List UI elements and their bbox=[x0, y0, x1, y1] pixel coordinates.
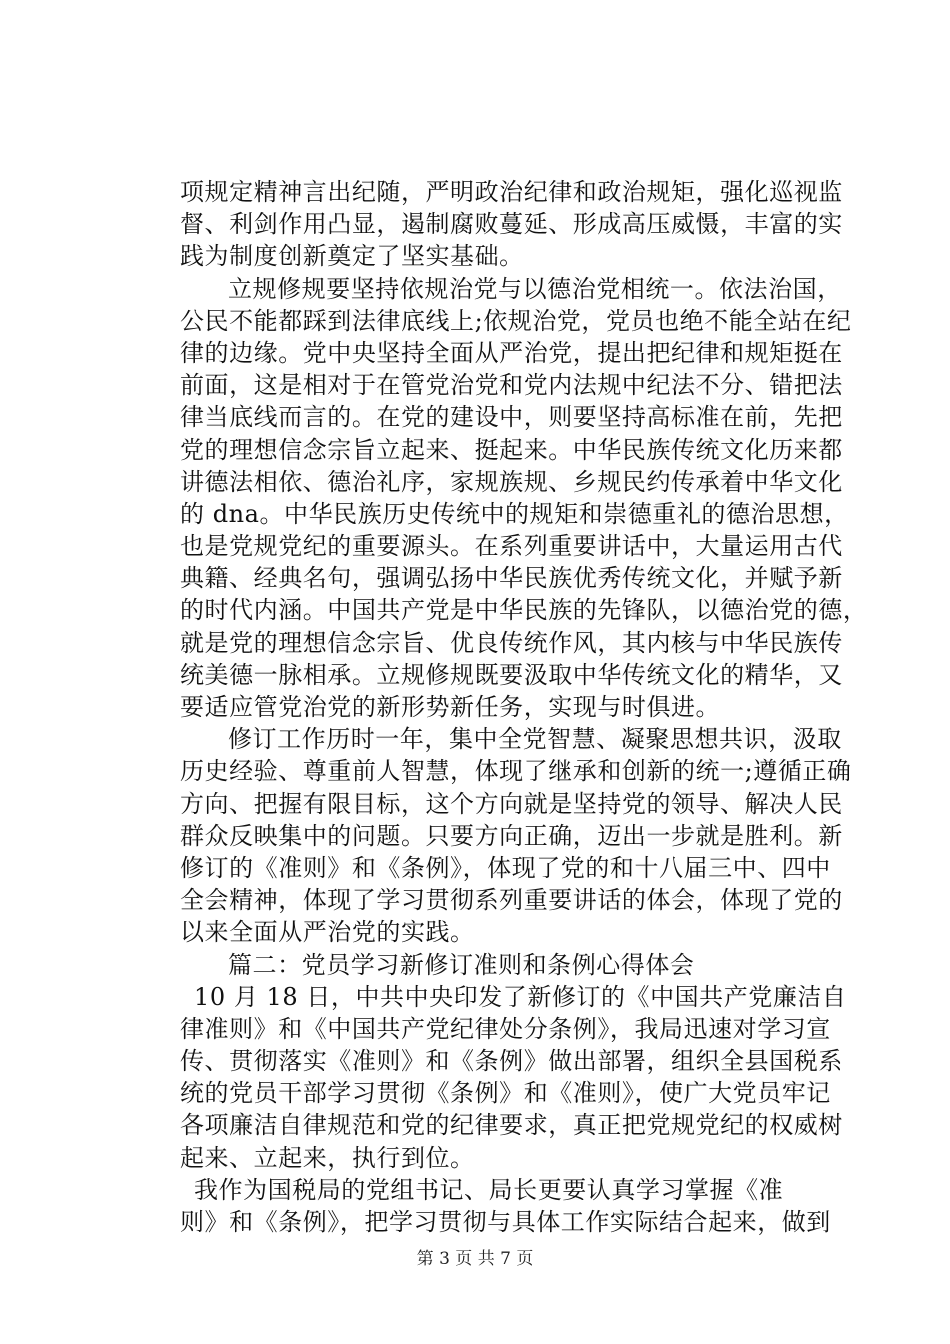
text-line: 典籍、经典名句，强调弘扬中华民族优秀传统文化，并赋予新 bbox=[180, 564, 843, 593]
text-line: 律准则》和《中国共产党纪律处分条例》，我局迅速对学习宣 bbox=[180, 1014, 831, 1043]
text-line: 以来全面从严治党的实践。 bbox=[180, 918, 475, 947]
text-line: 项规定精神言出纪随，严明政治纪律和政治规矩，强化巡视监 bbox=[180, 178, 843, 206]
text-line: 修订的《准则》和《条例》，体现了党的和十八届三中、四中 bbox=[180, 853, 831, 882]
text-line: 前面，这是相对于在管党治党和党内法规中纪法不分、错把法 bbox=[180, 371, 843, 400]
text-line: 全会精神，体现了学习贯彻系列重要讲话的体会，体现了党的 bbox=[180, 886, 843, 915]
text-line: 起来、立起来，执行到位。 bbox=[180, 1143, 475, 1172]
text-line: 就是党的理想信念宗旨、优良传统作风，其内核与中华民族传 bbox=[180, 628, 843, 657]
text-line: 10 月 18 日，中共中央印发了新修订的《中国共产党廉洁自 bbox=[194, 982, 847, 1011]
text-line: 的 dna。中华民族历史传统中的规矩和崇德重礼的德治思想， bbox=[180, 499, 849, 528]
text-line: 律当底线而言的。在党的建设中，则要坚持高标准在前，先把 bbox=[180, 403, 843, 432]
text-line: 党的理想信念宗旨立起来、挺起来。中华民族传统文化历来都 bbox=[180, 435, 843, 464]
text-line: 历史经验、尊重前人智慧，体现了继承和创新的统一;遵循正确 bbox=[180, 757, 852, 786]
text-line: 公民不能都踩到法律底线上;依规治党，党员也绝不能全站在纪 bbox=[180, 306, 852, 335]
text-line: 修订工作历时一年，集中全党智慧、凝聚思想共识，汲取 bbox=[228, 725, 842, 754]
text-line: 讲德法相依、德治礼序，家规族规、乡规民约传承着中华文化 bbox=[180, 467, 843, 496]
section-heading: 篇二：党员学习新修订准则和条例心得体会 bbox=[228, 950, 695, 979]
text-line: 我作为国税局的党组书记、局长更要认真学习掌握《准 bbox=[194, 1175, 784, 1204]
text-line: 律的边缘。党中央坚持全面从严治党，提出把纪律和规矩挺在 bbox=[180, 338, 843, 367]
text-line: 践为制度创新奠定了坚实基础。 bbox=[180, 242, 524, 271]
text-line: 各项廉洁自律规范和党的纪律要求，真正把党规党纪的权威树 bbox=[180, 1111, 843, 1140]
document-body bbox=[180, 176, 868, 1238]
text-line: 的时代内涵。中国共产党是中华民族的先锋队，以德治党的德， bbox=[180, 596, 868, 625]
text-line: 立规修规要坚持依规治党与以德治党相统一。依法治国， bbox=[228, 274, 842, 303]
text-line: 统美德一脉相承。立规修规既要汲取中华传统文化的精华，又 bbox=[180, 660, 843, 689]
text-line: 要适应管党治党的新形势新任务，实现与时俱进。 bbox=[180, 693, 721, 721]
text-line: 督、利剑作用凸显，遏制腐败蔓延、形成高压威慑，丰富的实 bbox=[180, 210, 843, 239]
text-line: 方向、把握有限目标，这个方向就是坚持党的领导、解决人民 bbox=[180, 789, 843, 818]
text-line: 也是党规党纪的重要源头。在系列重要讲话中，大量运用古代 bbox=[180, 532, 843, 561]
text-line: 则》和《条例》，把学习贯彻与具体工作实际结合起来，做到 bbox=[180, 1208, 831, 1236]
text-line: 统的党员干部学习贯彻《条例》和《准则》，使广大党员牢记 bbox=[180, 1079, 831, 1108]
text-line: 群众反映集中的问题。只要方向正确，迈出一步就是胜利。新 bbox=[180, 821, 843, 850]
text-line: 传、贯彻落实《准则》和《条例》做出部署，组织全县国税系 bbox=[180, 1047, 843, 1076]
page-number-footer: 第 3 页 共 7 页 bbox=[416, 1249, 534, 1269]
